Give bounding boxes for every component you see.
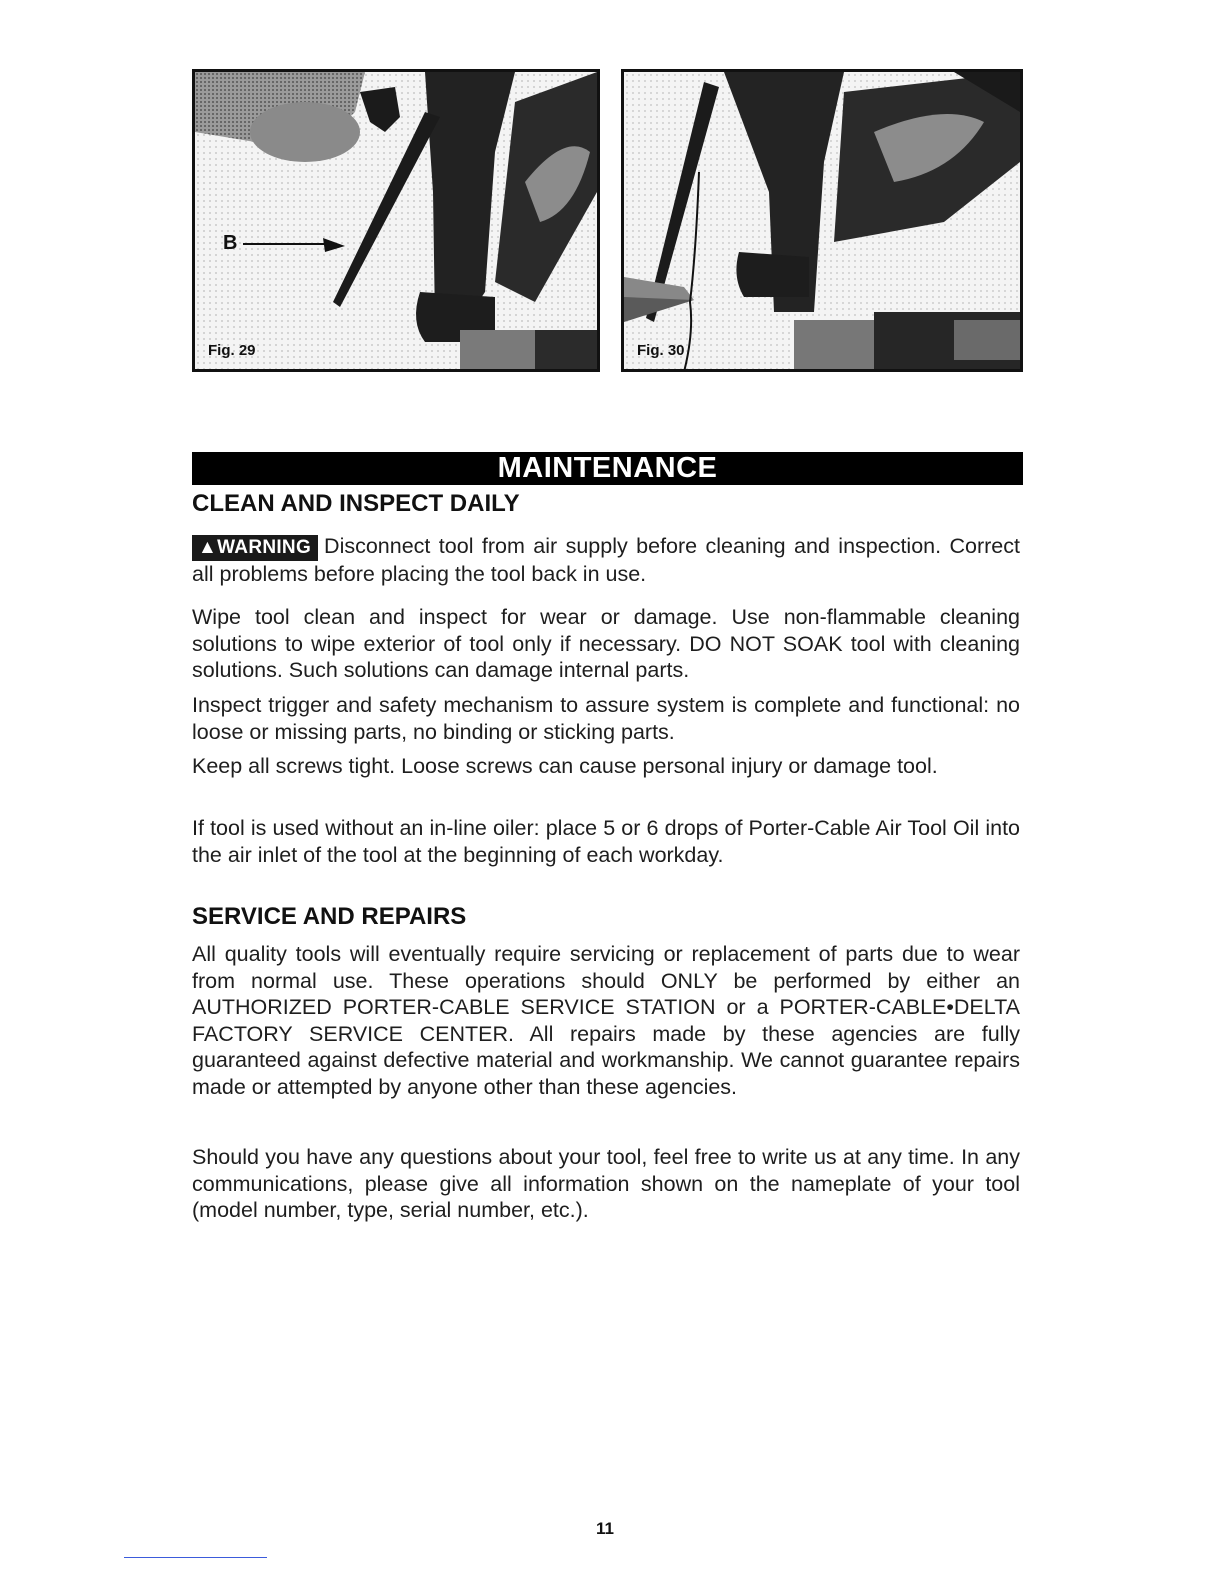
page-number: 11: [596, 1519, 614, 1538]
warning-triangle-icon: ▲: [198, 537, 218, 558]
service-paragraph-2: Should you have any questions about your tool, feel free to write us at any time. In any communications, please give all information shown on the nameplate of your tool (model number, type, serial number, etc.).: [192, 1145, 1020, 1222]
footer-rule: [124, 1557, 267, 1558]
clean-inspect-heading: CLEAN AND INSPECT DAILY: [192, 490, 520, 517]
warning-paragraph: [192, 533, 1020, 588]
warning-label: WARNING: [217, 537, 312, 558]
callout-label-b: B: [223, 232, 238, 254]
service-paragraph-1: All quality tools will eventually require servicing or replacement of parts due to wear from normal use. These operations should ONLY be performed by either an AUTHORIZED PORTER-CABLE SERVICE STATION or a PORTER-CABLE•DELTA FACTORY SERVICE CENTER. All repairs made by these agencies are fully guaranteed against defective material and workmanship. We cannot guarantee repairs made or attempted by anyone other than these agencies.: [192, 942, 1020, 1099]
figure-caption: Fig. 30: [637, 342, 685, 359]
clean-paragraph-2: Inspect trigger and safety mechanism to assure system is complete and functional: no loose or missing parts, no binding or sticking parts.: [192, 693, 1020, 744]
clean-paragraph-4: If tool is used without an in-line oiler: place 5 or 6 drops of Porter-Cable Air Tool Oil into the air inlet of the tool at the beginning of each workday.: [192, 816, 1020, 867]
fig-29-illustration: [195, 72, 597, 369]
figure-caption: Fig. 29: [208, 342, 256, 359]
warning-text: Disconnect tool from air supply before cleaning and inspection. Correct all problems before placing the tool back in use.: [192, 534, 1020, 586]
clean-paragraph-1: Wipe tool clean and inspect for wear or damage. Use non-flammable cleaning solutions to wipe exterior of tool only if necessary. DO NOT SOAK tool with cleaning solutions. Such solutions can damage internal parts.: [192, 605, 1020, 682]
figure-30: [621, 69, 1023, 372]
warning-badge: [192, 535, 318, 561]
clean-paragraph-3: Keep all screws tight. Loose screws can cause personal injury or damage tool.: [192, 754, 938, 778]
service-repairs-heading: SERVICE AND REPAIRS: [192, 903, 467, 930]
maintenance-banner: MAINTENANCE: [192, 452, 1023, 485]
figure-29: [192, 69, 600, 372]
fig-30-illustration: [624, 72, 1020, 369]
